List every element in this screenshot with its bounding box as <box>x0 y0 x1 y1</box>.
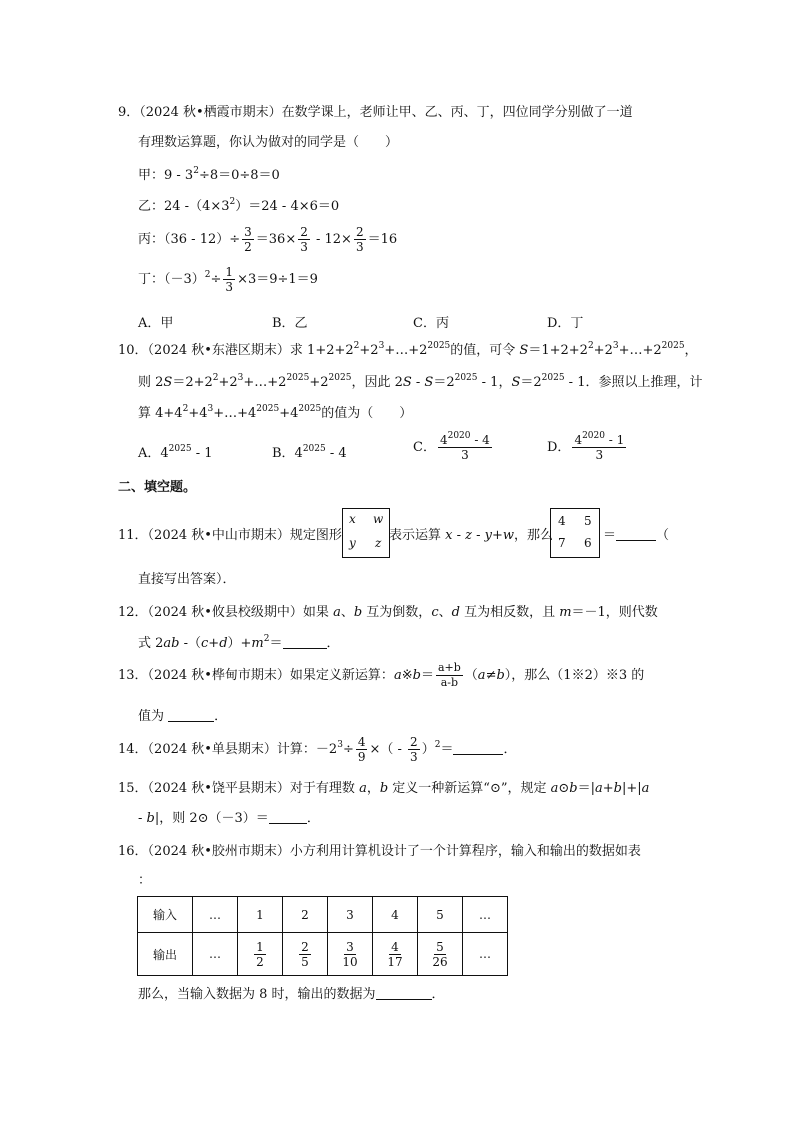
table-cell <box>373 933 418 976</box>
box-x: x <box>349 512 356 526</box>
fraction: $\frac{a+b}{a-b}$ <box>437 661 461 689</box>
q11-text-part3: ＝ （ <box>603 528 670 543</box>
fraction: $\frac{2}{3}$ <box>355 225 364 254</box>
fraction: $\frac{1}{2}$ <box>256 939 264 969</box>
fraction: $\frac{2}{3}$ <box>300 225 308 254</box>
table-cell: 1 <box>238 897 283 933</box>
q16-line2: ： <box>138 873 152 888</box>
table-cell <box>418 933 463 976</box>
q10-option-d: D． $\frac{4^{2020} - 1}{3}$ <box>547 431 625 462</box>
fraction: $\frac{3}{10}$ <box>342 939 358 969</box>
q11-text-part1: 11．（2024 秋•中山市期末）规定图形 <box>118 528 342 543</box>
q10-line2: 则 $2S=2+2^2+2^3+\dots+2^{2025}+2^{2025}$，因此 $2S - S=2^{2025} - 1$，$S=2^{2025} - 1$．参照以上推理，计 <box>138 373 703 390</box>
q9-bing: 丙：（36 - 12）÷ $\frac{3}{2}$ ＝36× $\frac{2}{3}$ - 12× $\frac{2}{3}$ ＝16 <box>138 225 398 254</box>
q9-stem-line2: 有理数运算题，你认为做对的同学是（ ） <box>138 135 399 150</box>
q10-line3: 算 $4+4^2+4^3+\dots+4^{2025}+4^{2025}$的值为（ ） <box>138 404 413 421</box>
q10-option-a: A．$4^{2025} - 1$ <box>138 444 213 461</box>
box-w: w <box>373 512 384 526</box>
table-row-output <box>138 933 508 976</box>
q9-stem-line1: 9．（2024 秋•栖霞市期末）在数学课上，老师让甲、乙、丙、丁，四位同学分别做了一道 <box>118 105 633 120</box>
q15-line2: - b|，则 2⊙（－3）＝ ． <box>138 811 320 826</box>
input-output-table <box>137 896 508 976</box>
q10-line1: 10．（2024 秋•东港区期末）求 $1+2+2^2+2^3+\dots+2^{2025}$的值，可令 $S=1+2+2^2+2^3+\dots+2^{2025}$， <box>118 341 698 358</box>
q9-option-b: B．乙 <box>272 316 308 331</box>
q9-option-c: C．丙 <box>413 316 449 331</box>
q11-text-part2: 表示运算 x - z - y+w，那么 <box>389 528 554 543</box>
box-5: 5 <box>584 514 592 528</box>
fraction: $\frac{4}{9}$ <box>357 735 366 764</box>
table-cell: 3 <box>328 897 373 933</box>
section-heading-fill-in: 二、填空题。 <box>118 480 197 495</box>
table-cell: … <box>463 933 508 976</box>
q10-option-c: C． $\frac{4^{2020} - 4}{3}$ <box>413 431 490 462</box>
fraction: $\frac{4^{2020} - 1}{3}$ <box>574 431 625 462</box>
table-cell: … <box>193 897 238 933</box>
box-4: 4 <box>558 514 566 528</box>
fraction: $\frac{5}{26}$ <box>432 939 448 969</box>
table-cell <box>328 933 373 976</box>
q16-line1: 16．（2024 秋•胶州市期末）小方利用计算机设计了一个计算程序，输入和输出的数据如表 <box>118 844 641 859</box>
box-y: y <box>349 536 356 550</box>
fraction: $\frac{2}{5}$ <box>301 939 309 969</box>
q11-figure-xywz <box>342 508 390 558</box>
answer-blank[interactable] <box>283 636 327 649</box>
q9-jia: 甲：$9 - 3^2\div 8=0\div 8=0$ <box>138 166 280 183</box>
answer-blank[interactable] <box>453 742 503 755</box>
box-z: z <box>375 536 382 550</box>
q9-yi: 乙：24 $-(4\times 3^2)=24 - 4\times 6=0$ <box>138 197 340 214</box>
answer-blank[interactable] <box>376 987 432 1000</box>
q13-line1: 13．（2024 秋•桦甸市期末）如果定义新运算：a※b＝ $\frac{a+b}{a-b}$ （a≠b），那么（1※2）※3 的 <box>118 661 645 689</box>
table-cell: 4 <box>373 897 418 933</box>
fraction: $\frac{4^{2020} - 4}{3}$ <box>439 431 490 462</box>
fraction: $\frac{1}{3}$ <box>225 265 234 294</box>
q15-line1: 15．（2024 秋•饶平县期末）对于有理数 a，b 定义一种新运算“⊙”，规定 a⊙b＝|a+b|+|a <box>118 781 650 796</box>
q10-option-b: B．$4^{2025} - 4$ <box>272 444 347 461</box>
q9-option-a: A．甲 <box>138 316 174 331</box>
fraction: $\frac{3}{2}$ <box>244 225 252 254</box>
q9-ding: 丁：$(-3)^2\div$ $\frac{1}{3}$ ×3＝9÷1＝9 <box>138 265 318 294</box>
q12-line1: 12．（2024 秋•攸县校级期中）如果 a、b 互为倒数，c、d 互为相反数，且 m＝－1，则代数 <box>118 605 658 620</box>
q13-line2: 值为 ． <box>138 709 228 724</box>
table-cell <box>238 933 283 976</box>
answer-blank[interactable] <box>168 709 214 722</box>
table-cell: … <box>463 897 508 933</box>
fraction: $\frac{4}{17}$ <box>387 939 403 969</box>
table-cell: 2 <box>283 897 328 933</box>
box-6: 6 <box>584 536 592 550</box>
table-cell: 输入 <box>138 897 193 933</box>
q14-line: 14．（2024 秋•单县期末）计算：$-2^3\div$ $\frac{4}{9}$ ×（ - $\frac{2}{3}$ ）$^2$＝ ． <box>118 735 517 764</box>
box-7: 7 <box>558 536 566 550</box>
answer-blank[interactable] <box>616 528 656 541</box>
fraction: $\frac{2}{3}$ <box>410 735 418 764</box>
table-cell <box>283 933 328 976</box>
q11-line2: 直接写出答案）． <box>138 572 236 587</box>
q11-figure-4576 <box>550 508 600 558</box>
answer-blank[interactable] <box>269 811 307 824</box>
q16-after-line: 那么，当输入数据为 8 时，输出的数据为 ． <box>138 987 445 1002</box>
q9-option-d: D．丁 <box>547 316 584 331</box>
table-cell: 5 <box>418 897 463 933</box>
table-row-input <box>138 897 508 933</box>
table-cell: 输出 <box>138 933 193 976</box>
q12-line2: 式 2ab $-(c+d)+m^2=$ ． <box>138 634 340 651</box>
table-cell: … <box>193 933 238 976</box>
